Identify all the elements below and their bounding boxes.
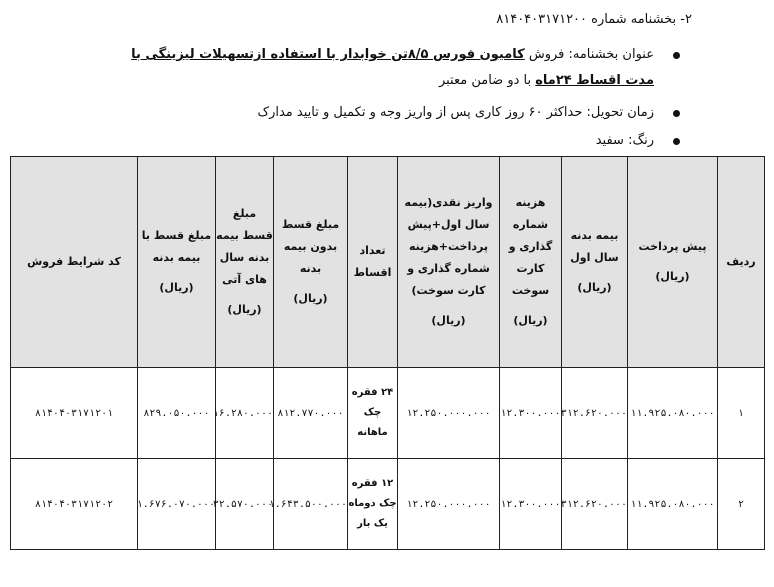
cell-installment-with-insurance: ۱.۶۷۶.۰۷۰.۰۰۰ <box>138 459 216 550</box>
header-plate-fee: هزینه شماره گذاری و کارت سوخت (ریال) <box>500 157 562 368</box>
cell-installment-with-insurance: ۸۲۹.۰۵۰.۰۰۰ <box>138 368 216 459</box>
header-installment-count: تعداد اقساط <box>348 157 398 368</box>
color-text: رنگ: سفید <box>595 133 654 148</box>
bullet-dot-icon <box>673 110 680 117</box>
cell-installment-future: ۱۶.۲۸۰.۰۰۰ <box>216 368 274 459</box>
subject-bold-line2: مدت اقساط ۲۴ماه <box>535 73 654 88</box>
cell-row-number: ۲ <box>718 459 765 550</box>
bullet-delivery <box>257 100 654 126</box>
cell-insurance: ۳۱۲.۶۲۰.۰۰۰ <box>562 459 628 550</box>
header-installment-future-insurance: مبلغ قسط بیمه بدنه سال های آتی (ریال) <box>216 157 274 368</box>
bullet-color <box>596 128 654 154</box>
cell-installment-no-insurance: ۱.۶۴۳.۵۰۰.۰۰۰ <box>274 459 348 550</box>
cell-installment-count: ۱۲ فقره چک دوماه یک بار <box>348 459 398 550</box>
cell-cash-deposit: ۱۲.۲۵۰.۰۰۰.۰۰۰ <box>398 459 500 550</box>
cell-plate-fee: ۱۲.۳۰۰.۰۰۰ <box>500 459 562 550</box>
header-row-number: ردیف <box>718 157 765 368</box>
cell-installment-future: ۳۲.۵۷۰.۰۰۰ <box>216 459 274 550</box>
subject-rest: با دو ضامن معتبر <box>438 73 536 88</box>
cell-cash-deposit: ۱۲.۲۵۰.۰۰۰.۰۰۰ <box>398 368 500 459</box>
bullet-dot-icon <box>673 138 680 145</box>
sales-conditions-table <box>10 156 765 550</box>
header-cash-deposit: واریز نقدی(بیمه سال اول+پیش پرداخت+هزینه شماره گذاری و کارت سوخت) (ریال) <box>398 157 500 368</box>
table-row <box>11 368 765 459</box>
cell-installment-no-insurance: ۸۱۲.۷۷۰.۰۰۰ <box>274 368 348 459</box>
table-row <box>11 459 765 550</box>
section-title: ۲- بخشنامه شماره ۸۱۴۰۴۰۳۱۷۱۲۰۰ <box>496 12 692 27</box>
cell-row-number: ۱ <box>718 368 765 459</box>
header-prepayment: پیش پرداخت (ریال) <box>628 157 718 368</box>
cell-plate-fee: ۱۲.۳۰۰.۰۰۰ <box>500 368 562 459</box>
subject-label: عنوان بخشنامه: فروش <box>528 47 654 62</box>
delivery-text: زمان تحویل: حداکثر ۶۰ روز کاری پس از واریز وجه و تکمیل و تایید مدارک <box>257 105 654 120</box>
bullet-subject <box>131 42 654 68</box>
subject-bold-line1: کامیون فورس ۸/۵تن خوابدار با استفاده ازتسهیلات لیزینگی با <box>131 47 525 62</box>
header-first-year-insurance: بیمه بدنه سال اول (ریال) <box>562 157 628 368</box>
header-sales-code: کد شرایط فروش <box>11 157 138 368</box>
bullet-dot-icon <box>673 52 680 59</box>
cell-installment-count: ۲۴ فقره چک ماهانه <box>348 368 398 459</box>
cell-sales-code: ۸۱۴۰۴۰۳۱۷۱۲۰۱ <box>11 368 138 459</box>
cell-sales-code: ۸۱۴۰۴۰۳۱۷۱۲۰۲ <box>11 459 138 550</box>
header-installment-no-insurance: مبلغ قسط بدون بیمه بدنه (ریال) <box>274 157 348 368</box>
header-installment-with-insurance: مبلغ قسط با بیمه بدنه (ریال) <box>138 157 216 368</box>
bullet-subject-cont <box>439 68 654 94</box>
cell-prepayment: ۱۱.۹۲۵.۰۸۰.۰۰۰ <box>628 368 718 459</box>
cell-prepayment: ۱۱.۹۲۵.۰۸۰.۰۰۰ <box>628 459 718 550</box>
table-header-row <box>11 157 765 368</box>
cell-insurance: ۳۱۲.۶۲۰.۰۰۰ <box>562 368 628 459</box>
